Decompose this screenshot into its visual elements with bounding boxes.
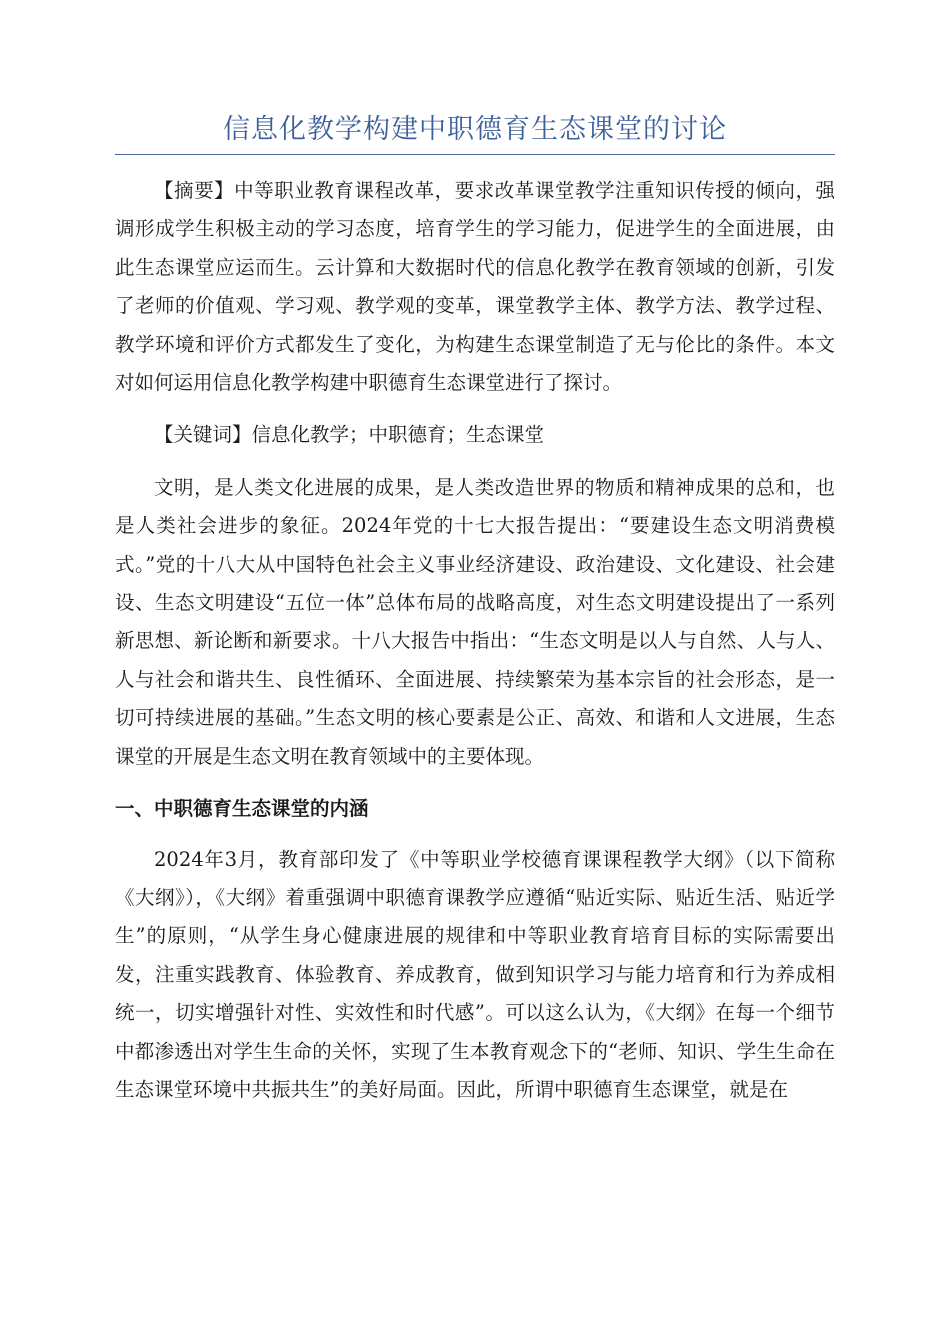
keywords-paragraph: 【关键词】信息化教学；中职德育；生态课堂 [154, 423, 545, 447]
title-underline [115, 154, 835, 155]
intro-paragraph: 文明，是人类文化进展的成果，是人类改造世界的物质和精神成果的总和，也是人类社会进步的象征。2024年党的十七大报告提出：“要建设生态文明消费模式。”党的十八大从中国特色社会主义事业经济建设、政治建设、文化建设、社会建设、生态文明建设“五位一体”总体布局的战略高度，对生态文明建设提出了一系列新思想、新论断和新要求。十八大报告中指出：“生态文明是以人与自然、人与人、人与社会和谐共生、良性循环、全面进展、持续繁荣为基本宗旨的社会形态，是一切可持续进展的基础。”生态文明的核心要素是公正、高效、和谐和人文进展，生态课堂的开展是生态文明在教育领域中的主要体现。 [115, 475, 835, 768]
abstract-paragraph: 【摘要】中等职业教育课程改革，要求改革课堂教学注重知识传授的倾向，强调形成学生积极主动的学习态度，培育学生的学习能力，促进学生的全面进展，由此生态课堂应运而生。云计算和大数据时代的信息化教学在教育领域的创新，引发了老师的价值观、学习观、教学观的变革，课堂教学主体、教学方法、教学过程、教学环境和评价方式都发生了变化，为构建生态课堂制造了无与伦比的条件。本文对如何运用信息化教学构建中职德育生态课堂进行了探讨。 [115, 179, 835, 395]
section-paragraph: 2024年3月，教育部印发了《中等职业学校德育课课程教学大纲》（以下简称《大纲》），《大纲》着重强调中职德育课教学应遵循“贴近实际、贴近生活、贴近学生”的原则，“从学生身心健康进展的规律和中等职业教育培育目标的实际需要出发，注重实践教育、体验教育、养成教育，做到知识学习与能力培育和行为养成相统一，切实增强针对性、实效性和时代感”。可以这么认为，《大纲》在每一个细节中都渗透出对学生生命的关怀，实现了生本教育观念下的“老师、知识、学生生命在生态课堂环境中共振共生”的美好局面。因此，所谓中职德育生态课堂，就是在 [115, 847, 835, 1101]
section-heading: 一、中职德育生态课堂的内涵 [115, 797, 369, 821]
document-title: 信息化教学构建中职德育生态课堂的讨论 [223, 114, 727, 145]
document-body [115, 172, 835, 1109]
